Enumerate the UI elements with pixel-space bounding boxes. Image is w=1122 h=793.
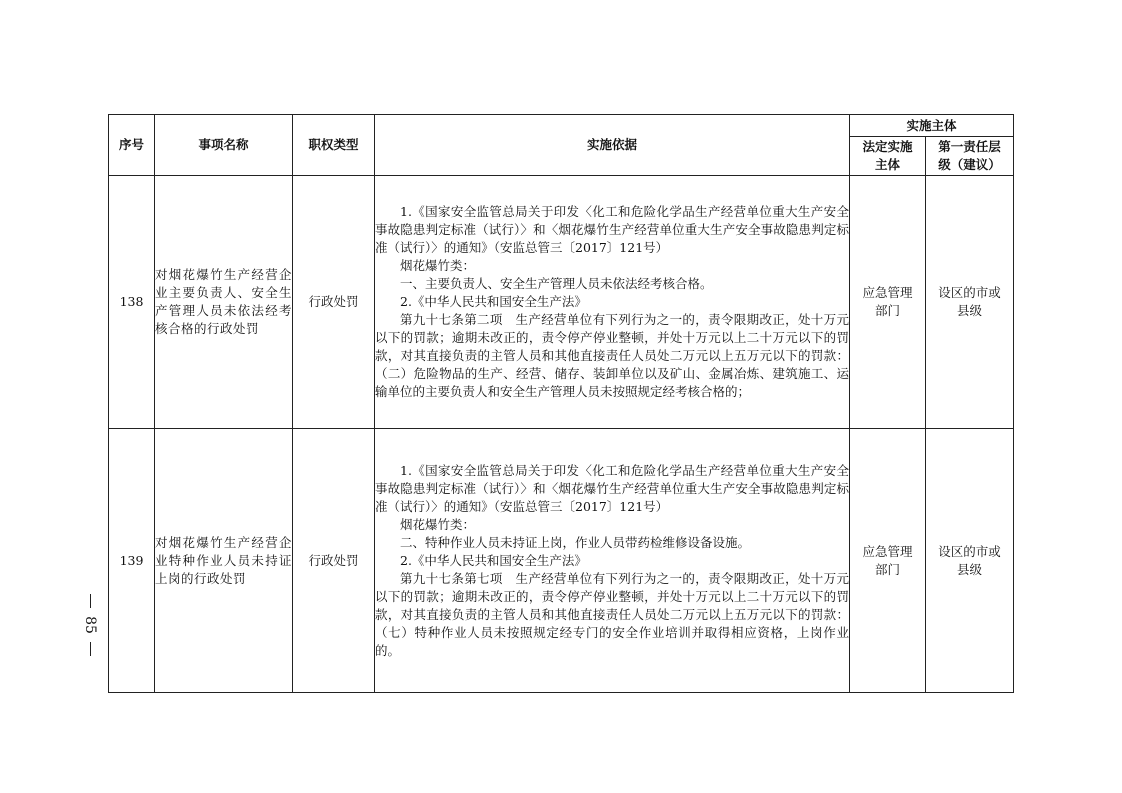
page-number-marker bbox=[78, 594, 102, 656]
page-number-dash bbox=[90, 642, 91, 656]
basis-paragraph: 第九十七条第七项 生产经营单位有下列行为之一的，责令限期改正，处十万元以下的罚款；逾期未改正的，责令停产停业整顿，并处十万元以上二十万元以下的罚款，对其直接负责的主管人员和其他直接责任人员处二万元以上五万元以下的罚款：（七）特种作业人员未按照规定经专门的安全作业培训并取得相应资格，上岗作业的。 bbox=[375, 570, 849, 658]
header-item-name: 事项名称 bbox=[155, 115, 293, 176]
basis-paragraph: 第九十七条第二项 生产经营单位有下列行为之一的，责令限期改正，处十万元以下的罚款；逾期未改正的，责令停产停业整顿，并处十万元以上二十万元以下的罚款，对其直接负责的主管人员和其他直接责任人员处二万元以上五万元以下的罚款：（二）危险物品的生产、经营、储存、装卸单位以及矿山、金属冶炼、建筑施工、运输单位的主要负责人和安全生产管理人员未按照规定经考核合格的； bbox=[375, 312, 849, 399]
basis-paragraph: 2.《中华人民共和国安全生产法》 bbox=[400, 294, 587, 309]
row-legal-subject: 应急管理部门 bbox=[850, 429, 926, 693]
basis-paragraph: 1.《国家安全监管总局关于印发〈化工和危险化学品生产经营单位重大生产安全事故隐患判定标准（试行）〉和〈烟花爆竹生产经营单位重大生产安全事故隐患判定标准（试行）〉的通知》（安监总管三〔2017〕121号） bbox=[375, 204, 849, 255]
row-power-type: 行政处罚 bbox=[293, 429, 375, 693]
row-seq: 139 bbox=[109, 429, 155, 693]
header-basis: 实施依据 bbox=[375, 115, 850, 176]
page-number-dash bbox=[90, 594, 91, 608]
enforcement-items-table bbox=[108, 114, 1014, 693]
row-seq: 138 bbox=[109, 176, 155, 429]
row-basis bbox=[375, 176, 850, 429]
table-row bbox=[109, 429, 1014, 693]
header-power-type: 职权类型 bbox=[293, 115, 375, 176]
basis-paragraph: 2.《中华人民共和国安全生产法》 bbox=[400, 552, 587, 568]
header-seq: 序号 bbox=[109, 115, 155, 176]
row-item-name: 对烟花爆竹生产经营企业特种作业人员未持证上岗的行政处罚 bbox=[155, 429, 293, 693]
header-subject-group: 实施主体 bbox=[850, 115, 1014, 137]
row-first-responsibility: 设区的市或县级 bbox=[926, 176, 1014, 429]
table-row bbox=[109, 176, 1014, 429]
basis-paragraph: 1.《国家安全监管总局关于印发〈化工和危险化学品生产经营单位重大生产安全事故隐患判定标准（试行）〉和〈烟花爆竹生产经营单位重大生产安全事故隐患判定标准（试行）〉的通知》（安监总管三〔2017〕121号） bbox=[375, 462, 849, 514]
page-number: 85 bbox=[82, 616, 98, 634]
row-power-type: 行政处罚 bbox=[293, 176, 375, 429]
row-legal-subject: 应急管理部门 bbox=[850, 176, 926, 429]
row-first-responsibility: 设区的市或县级 bbox=[926, 429, 1014, 693]
basis-paragraph: 烟花爆竹类： bbox=[400, 516, 476, 532]
row-basis bbox=[375, 429, 850, 693]
basis-paragraph: 二、特种作业人员未持证上岗，作业人员带药检维修设备设施。 bbox=[400, 534, 751, 550]
header-first-responsibility: 第一责任层级（建议） bbox=[926, 137, 1014, 176]
basis-paragraph: 烟花爆竹类： bbox=[400, 258, 476, 273]
row-item-name: 对烟花爆竹生产经营企业主要负责人、安全生产管理人员未依法经考核合格的行政处罚 bbox=[155, 176, 293, 429]
basis-paragraph: 一、主要负责人、安全生产管理人员未依法经考核合格。 bbox=[400, 276, 713, 291]
header-legal-subject: 法定实施主体 bbox=[850, 137, 926, 176]
